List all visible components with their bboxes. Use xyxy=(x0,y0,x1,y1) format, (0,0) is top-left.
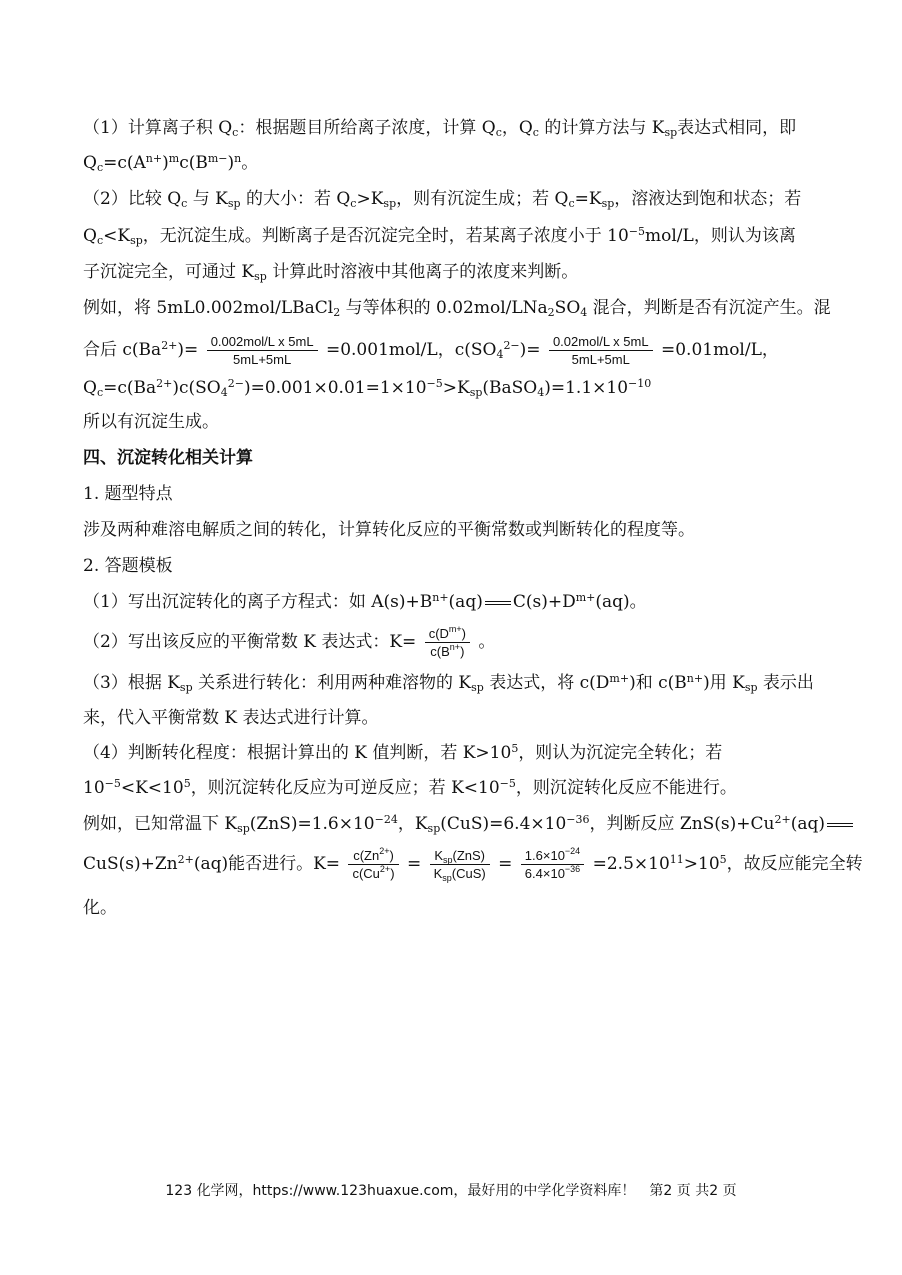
template-step-4-line-2: $10^{-5}<K<10^5$，则沉淀转化反应为可逆反应；若 $K<10^{-5}$，则沉淀转化反应不能进行。 xyxy=(83,777,737,798)
equilibrium-arrow-icon xyxy=(827,821,853,829)
equilibrium-arrow-icon xyxy=(485,599,511,607)
fraction-ksp-ratio: $\frac{K_{sp}(ZnS)}{K_{sp}(CuS)}$ xyxy=(430,847,490,882)
template-step-2: （2）写出该反应的平衡常数 K 表达式：K= $\frac{c(D^{m+})}{c(B^{n+})}$ 。 xyxy=(83,624,496,659)
step-2-line-3: 子沉淀完全，可通过 $K_{sp}$ 计算此时溶液中其他离子的浓度来判断。 xyxy=(83,262,579,283)
example-1-line-3: $Q_c=c(Ba^{2+})c(SO_4^{2-})=0.001\times 0.01=1\times 10^{-5}>K_{sp}(BaSO_4)=1.1\times 10^{-10}$ xyxy=(83,377,652,399)
fraction-ba-concentration: $\frac{\text{0.002mol/L x 5mL}}{5mL+5mL}$ xyxy=(207,333,318,368)
example-2-line-3: 化。 xyxy=(83,898,117,918)
question-features-text: 涉及两种难溶电解质之间的转化，计算转化反应的平衡常数或判断转化的程度等。 xyxy=(83,520,695,540)
fraction-k-expression: $\frac{c(D^{m+})}{c(B^{n+})}$ xyxy=(425,625,470,660)
example-1-line-2: 合后 $c(Ba^{2+})=$ $\frac{\text{0.002mol/L x 5mL}}{5mL+5mL}$ =0.001mol/L，$c(SO_4^{2-})=$ $\frac{\text{0.02mol/L x 5mL}}{5mL+5mL}$ =0.01mol/L， xyxy=(83,334,779,367)
subheading-question-features: 1. 题型特点 xyxy=(83,484,173,504)
template-step-4-line-1: （4）判断转化程度：根据计算出的 K 值判断，若 $K>10^5$，则认为沉淀完全转化；若 xyxy=(83,742,723,763)
step-1-line-2: $Q_c=c(A^{n+})^mc(B^{m-})^n$。 xyxy=(83,152,259,174)
template-step-3-line-1: （3）根据 $K_{sp}$ 关系进行转化：利用两种难溶物的 $K_{sp}$ 表达式，将 $c(D^{m+})$和 $c(B^{n+})$用 $K_{sp}$ 表示出 xyxy=(83,672,814,694)
page-footer: 123 化学网，https://www.123huaxue.com，最好用的中学化学资料库！ 第2 页 共2 页 xyxy=(165,1183,737,1199)
section-4-heading: 四、沉淀转化相关计算 xyxy=(83,448,253,468)
subheading-answer-template: 2. 答题模板 xyxy=(83,556,173,576)
fraction-numeric-ratio: $\frac{1.6\times 10^{-24}}{6.4\times 10^{-36}}$ xyxy=(521,847,584,882)
template-step-1: （1）写出沉淀转化的离子方程式：如 $A(s)+B^{n+}(aq)$ $C(s)+D^{m+}(aq)$。 xyxy=(83,591,647,612)
example-2-line-1: 例如，已知常温下 $K_{sp}(ZnS)=1.6\times 10^{-24}$，$K_{sp}(CuS)=6.4\times 10^{-36}$，判断反应 $ZnS(s)+Cu^{2+}(aq)$ xyxy=(83,812,855,836)
fraction-so4-concentration: $\frac{\text{0.02mol/L x 5mL}}{5mL+5mL}$ xyxy=(549,333,653,368)
fraction-zn-over-cu: $\frac{c(Zn^{2+})}{c(Cu^{2+})}$ xyxy=(348,847,398,882)
example-1-conclusion: 所以有沉淀生成。 xyxy=(83,412,219,432)
step-1-line-1: （1）计算离子积 $Q_c$：根据题目所给离子浓度，计算 $Q_c$，$Q_c$ 的计算方法与 $K_{sp}$表达式相同，即 xyxy=(83,118,797,139)
template-step-3-line-2: 来，代入平衡常数 K 表达式进行计算。 xyxy=(83,708,379,728)
example-1-line-1: 例如，将 5mL0.002mol/LBaCl$_2$ 与等体积的 $0.02mol/LNa_2SO_4$ 混合，判断是否有沉淀产生。混 xyxy=(83,298,831,319)
step-2-line-1: （2）比较 $Q_c$ 与 $K_{sp}$ 的大小：若 $Q_c>K_{sp}$，则有沉淀生成；若 $Q_c=K_{sp}$，溶液达到饱和状态；若 xyxy=(83,189,802,210)
step-2-line-2: $Q_c<K_{sp}$，无沉淀生成。判断离子是否沉淀完全时，若某离子浓度小于 $10^{-5}mol/L$，则认为该离 xyxy=(83,225,796,247)
example-2-line-2: $CuS(s)+Zn^{2+}(aq)$能否进行。K= $\frac{c(Zn^{2+})}{c(Cu^{2+})}$ = $\frac{K_{sp}(ZnS)}{K_{sp}(CuS)}$ = $\frac{1.6\times 10^{-24}}{6.4\times 10^{-36}}$ $=2.5\times 10^{11}>10^5$，故反应能完全转 xyxy=(83,846,863,883)
